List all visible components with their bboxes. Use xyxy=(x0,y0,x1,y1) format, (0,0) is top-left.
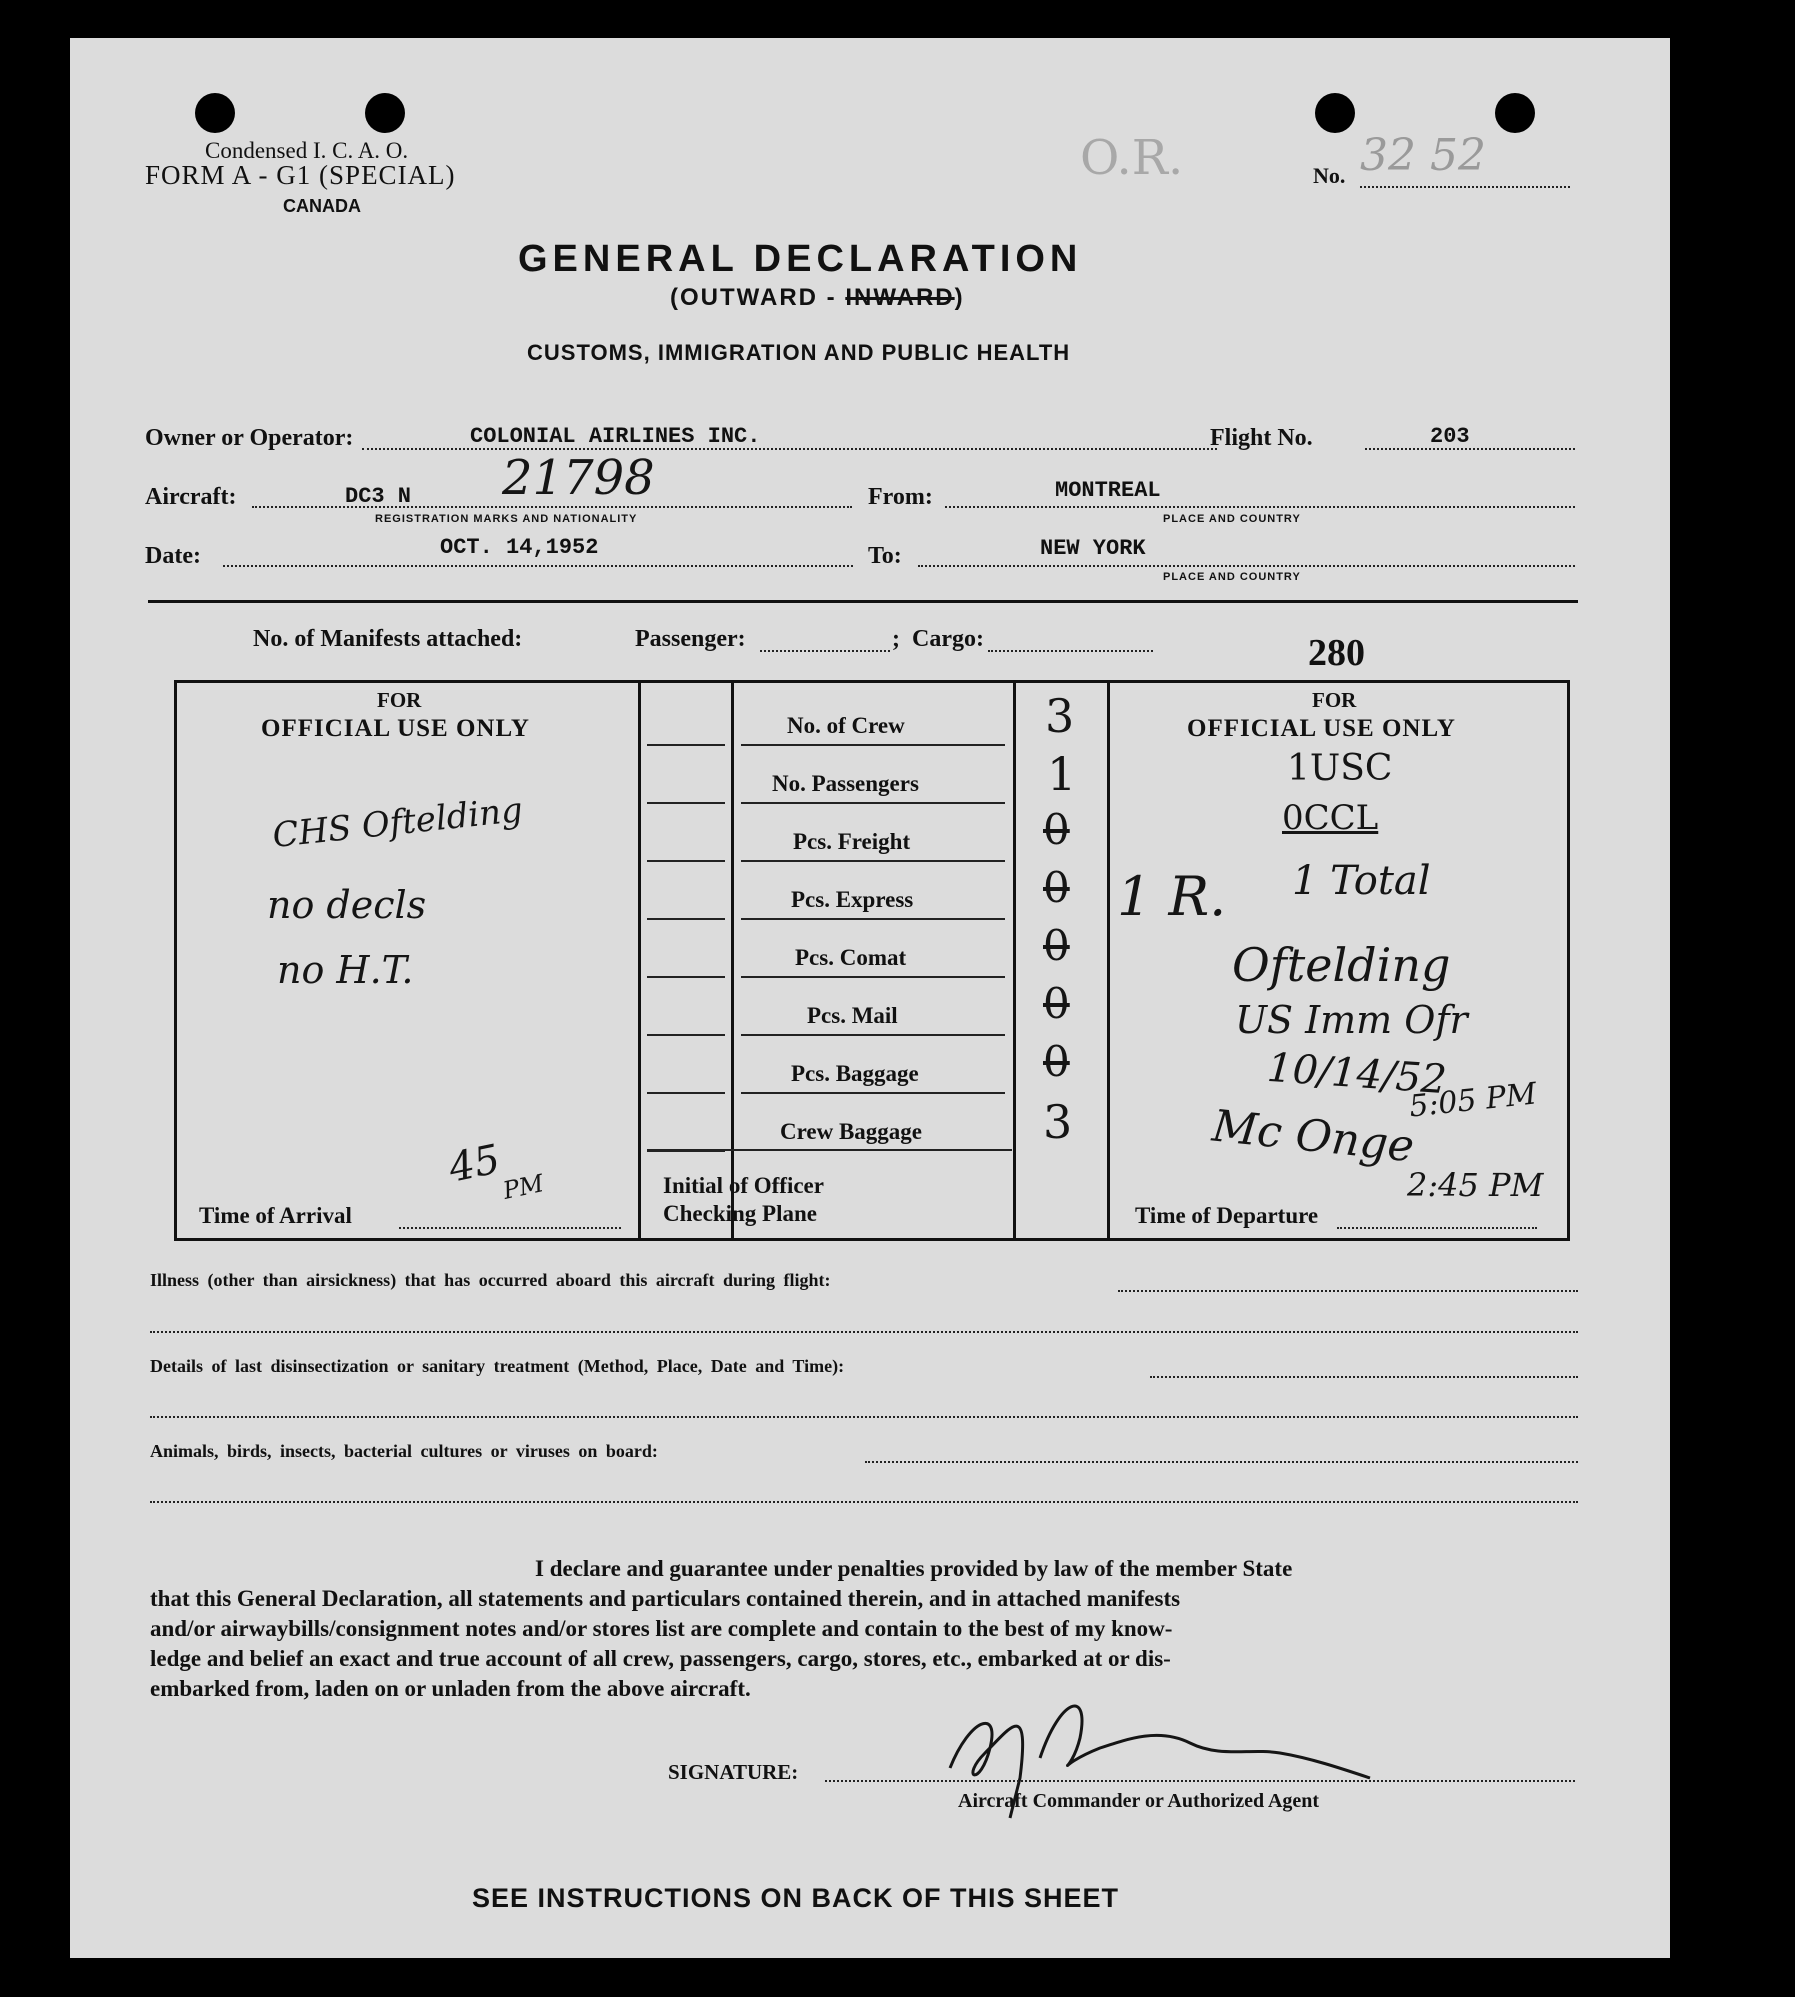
owner-label: Owner or Operator: xyxy=(145,425,354,451)
from-caption: PLACE AND COUNTRY xyxy=(1163,513,1301,525)
number-label: No. xyxy=(1313,163,1346,188)
aircraft-type: DC3 N xyxy=(345,484,412,509)
disinsect-line xyxy=(1150,1376,1578,1378)
illness-line-2 xyxy=(150,1331,1578,1333)
document-title: GENERAL DECLARATION xyxy=(518,238,1083,280)
animals-label: Animals, birds, insects, bacterial cultures or viruses on board: xyxy=(150,1441,658,1461)
arrival-handwriting: PM xyxy=(500,1169,547,1205)
row-rule xyxy=(647,976,725,978)
right-note: 1 Total xyxy=(1292,858,1431,904)
signature-caption: Aircraft Commander or Authorized Agent xyxy=(958,1790,1320,1812)
row-label: Pcs. Mail xyxy=(807,1003,898,1028)
official-use-table xyxy=(174,680,1570,1241)
row-label: Pcs. Express xyxy=(791,887,914,912)
punch-hole xyxy=(1315,93,1355,133)
declaration-line: that this General Declaration, all statements and particulars contained therein, and in attached manifests xyxy=(150,1586,1181,1611)
row-label: Pcs. Baggage xyxy=(791,1061,919,1086)
stamp-number: 280 xyxy=(1308,632,1365,674)
right-note: 0CCL xyxy=(1282,798,1379,838)
close-paren: ) xyxy=(954,284,965,311)
form-label: FORM A - G1 (SPECIAL) xyxy=(145,160,456,190)
flight-value: 203 xyxy=(1430,424,1470,449)
row-rule xyxy=(741,744,1005,746)
left-note: CHS Oftelding xyxy=(270,789,525,857)
row-rule xyxy=(741,1034,1005,1036)
row-rule xyxy=(647,1034,725,1036)
row-rule xyxy=(741,802,1005,804)
aircraft-label: Aircraft: xyxy=(145,484,237,510)
animals-line-2 xyxy=(150,1501,1578,1503)
right-note: Mc Onge xyxy=(1209,1100,1417,1173)
departure-label: Time of Departure xyxy=(1135,1203,1319,1228)
row-rule xyxy=(647,1149,1012,1151)
table-divider xyxy=(638,683,641,1238)
flight-line xyxy=(1365,448,1575,450)
row-value: 3 xyxy=(1043,1095,1073,1149)
manifest-separator: ; xyxy=(892,626,900,652)
punch-hole xyxy=(365,93,405,133)
date-line xyxy=(223,565,853,567)
direction-line xyxy=(670,284,965,312)
punch-hole xyxy=(195,93,235,133)
row-value: 3 xyxy=(1045,689,1075,743)
right-note: Oftelding xyxy=(1232,938,1451,992)
cargo-label: Cargo: xyxy=(912,626,984,652)
registration-caption: REGISTRATION MARKS AND NATIONALITY xyxy=(375,513,638,525)
arrival-handwriting: 45 xyxy=(444,1136,505,1192)
right-note: 1USC xyxy=(1287,748,1393,789)
arrival-label: Time of Arrival xyxy=(199,1203,352,1228)
row-label: Pcs. Comat xyxy=(795,945,907,970)
signature-label: SIGNATURE: xyxy=(668,1760,799,1784)
date-label: Date: xyxy=(145,543,201,569)
row-rule xyxy=(647,1092,725,1094)
row-label: No. of Crew xyxy=(787,713,905,738)
manifests-label: No. of Manifests attached: xyxy=(253,626,523,652)
number-line xyxy=(1360,186,1570,188)
outward-label: (OUTWARD - xyxy=(670,284,846,311)
left-official-label: OFFICIAL USE ONLY xyxy=(261,715,530,742)
declaration-line: I declare and guarantee under penalties provided by law of the member State xyxy=(535,1556,1293,1581)
disinsect-label: Details of last disinsectization or sanitary treatment (Method, Place, Date and Time): xyxy=(150,1356,845,1376)
right-for-label: FOR xyxy=(1312,688,1357,712)
declaration-line: ledge and belief an exact and true account of all crew, passengers, cargo, stores, etc., embarked at or dis- xyxy=(150,1646,1171,1671)
document-sheet xyxy=(70,38,1670,1958)
row-label: Crew Baggage xyxy=(780,1119,923,1144)
to-line xyxy=(918,565,1575,567)
number-value: 32 52 xyxy=(1360,130,1486,181)
row-value: 1 xyxy=(1047,747,1077,801)
inward-struck: INWARD xyxy=(845,284,955,311)
row-rule xyxy=(647,860,725,862)
declaration-line: and/or airwaybills/consignment notes and/or stores list are complete and contain to the best of my know- xyxy=(150,1616,1173,1641)
illness-label: Illness (other than airsickness) that has occurred aboard this aircraft during flight: xyxy=(150,1270,831,1290)
left-note: no decls xyxy=(267,883,427,927)
passenger-label: Passenger: xyxy=(635,626,746,652)
right-note: 1 R. xyxy=(1117,865,1227,928)
passenger-line xyxy=(760,650,890,652)
separator-rule xyxy=(148,600,1578,603)
row-rule xyxy=(647,802,725,804)
row-rule xyxy=(741,860,1005,862)
to-value: NEW YORK xyxy=(1040,536,1146,561)
departure-line xyxy=(1337,1227,1537,1229)
illness-line xyxy=(1118,1290,1578,1292)
country-label: CANADA xyxy=(283,196,361,216)
row-label: No. Passengers xyxy=(772,771,919,796)
owner-value: COLONIAL AIRLINES INC. xyxy=(470,424,761,449)
left-for-label: FOR xyxy=(377,688,422,712)
arrival-line xyxy=(399,1227,621,1229)
to-caption: PLACE AND COUNTRY xyxy=(1163,571,1301,583)
from-line xyxy=(945,506,1575,508)
right-note: 10/14/52 xyxy=(1265,1044,1449,1104)
row-rule xyxy=(741,976,1005,978)
right-note: US Imm Ofr xyxy=(1235,998,1468,1042)
row-rule xyxy=(741,1092,1005,1094)
row-value: 0 xyxy=(1043,921,1070,970)
declaration-line: embarked from, laden on or unladen from the above aircraft. xyxy=(150,1676,751,1701)
row-value: 0 xyxy=(1043,979,1070,1028)
right-official-label: OFFICIAL USE ONLY xyxy=(1187,715,1456,742)
punch-hole xyxy=(1495,93,1535,133)
table-divider xyxy=(731,683,734,1238)
footer-instructions: SEE INSTRUCTIONS ON BACK OF THIS SHEET xyxy=(472,1883,1120,1913)
right-note: 5:05 PM xyxy=(1407,1076,1539,1125)
initial-label: Initial of Officer xyxy=(663,1173,824,1198)
row-rule xyxy=(741,918,1005,920)
aircraft-line xyxy=(252,506,852,508)
row-value: 0 xyxy=(1043,1037,1070,1086)
disinsect-line-2 xyxy=(150,1416,1578,1418)
to-label: To: xyxy=(868,543,902,569)
right-note: 2:45 PM xyxy=(1407,1166,1544,1204)
table-divider xyxy=(1107,683,1110,1238)
or-mark: O.R. xyxy=(1080,130,1184,186)
row-value: 0 xyxy=(1043,863,1070,912)
flight-label: Flight No. xyxy=(1210,425,1313,451)
animals-line xyxy=(865,1461,1578,1463)
condensed-label: Condensed I. C. A. O. xyxy=(205,138,409,163)
row-rule xyxy=(647,744,725,746)
initial-label: Checking Plane xyxy=(663,1201,817,1226)
row-value: 0 xyxy=(1043,805,1070,854)
subtitle: CUSTOMS, IMMIGRATION AND PUBLIC HEALTH xyxy=(527,340,1071,365)
row-label: Pcs. Freight xyxy=(793,829,911,854)
from-label: From: xyxy=(868,484,933,510)
cargo-line xyxy=(988,650,1153,652)
date-value: OCT. 14,1952 xyxy=(440,535,599,560)
table-divider xyxy=(1013,683,1016,1238)
signature-line xyxy=(825,1780,1575,1782)
left-note: no H.T. xyxy=(277,948,414,992)
aircraft-registration: 21798 xyxy=(502,450,655,506)
row-rule xyxy=(647,918,725,920)
from-value: MONTREAL xyxy=(1055,478,1161,503)
